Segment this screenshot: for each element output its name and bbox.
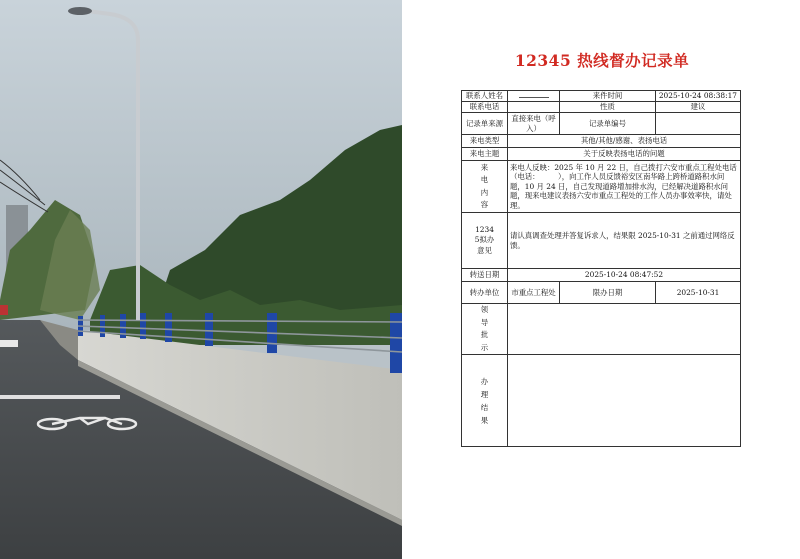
table-row (462, 269, 741, 282)
table-row (462, 91, 741, 102)
forward-date-label: 转送日期 (462, 269, 508, 282)
opinion-value: 请认真调查处理并答复诉求人，结果限 2025-10-31 之前通过网络反馈。 (508, 213, 741, 269)
forward-date-value: 2025-10-24 08:47:52 (508, 269, 741, 282)
incoming-time-value: 2025-10-24 08:38:17 (656, 91, 741, 102)
nature-value: 建议 (656, 102, 741, 113)
record-no-label: 记录单编号 (560, 113, 656, 135)
redaction-mark (519, 92, 549, 98)
table-row (462, 102, 741, 113)
table-row (462, 113, 741, 135)
leader-label: 领导批示 (480, 305, 489, 352)
transfer-unit-label: 转办单位 (462, 282, 508, 304)
record-table (461, 90, 741, 447)
table-row (462, 161, 741, 213)
call-subject-value: 关于反映表扬电话的问题 (508, 148, 741, 161)
call-subject-label: 来电主题 (462, 148, 508, 161)
result-label: 办理结果 (480, 376, 489, 425)
document-title: 12345 热线督办记录单 (514, 51, 690, 70)
source-label: 记录单来源 (462, 113, 508, 135)
deadline-label: 限办日期 (560, 282, 656, 304)
contact-phone-label: 联系电话 (462, 102, 508, 113)
table-row (462, 355, 741, 447)
table-row (462, 304, 741, 355)
record-no-value (656, 113, 741, 135)
call-type-value: 其他/其他/感谢、表扬电话 (508, 135, 741, 148)
source-value: 直接来电（呼入） (508, 113, 560, 135)
leader-label-cell (462, 304, 508, 355)
nature-label: 性质 (560, 102, 656, 113)
deadline-value: 2025-10-31 (656, 282, 741, 304)
table-row (462, 282, 741, 304)
call-content-value: 来电人反映：2025 年 10 月 22 日，自己拨打六安市重点工程处电话（电话： ），向工作人员反馈裕安区南华路上跨桥道路积水问题，10 月 24 日，自己发现道路增加排水沟，已经解决道路积水问题，现来电建议表扬六安市重点工程处的工作人员办事效率快，请处理。 (508, 161, 741, 213)
opinion-label: 12345拟办意见 (474, 224, 495, 255)
table-row (462, 213, 741, 269)
incoming-time-label: 来件时间 (560, 91, 656, 102)
call-content-label-cell (462, 161, 508, 213)
contact-name-label: 联系人姓名 (462, 91, 508, 102)
call-content-label: 来电内容 (480, 162, 489, 209)
transfer-unit-value: 市重点工程处 (508, 282, 560, 304)
table-row (462, 148, 741, 161)
result-label-cell (462, 355, 508, 447)
table-row (462, 135, 741, 148)
contact-phone-value (508, 102, 560, 113)
result-value (508, 355, 741, 447)
call-type-label: 来电类型 (462, 135, 508, 148)
leader-value (508, 304, 741, 355)
contact-name-value (508, 91, 560, 102)
opinion-label-cell (462, 213, 508, 269)
supervision-record-document (404, 0, 800, 559)
